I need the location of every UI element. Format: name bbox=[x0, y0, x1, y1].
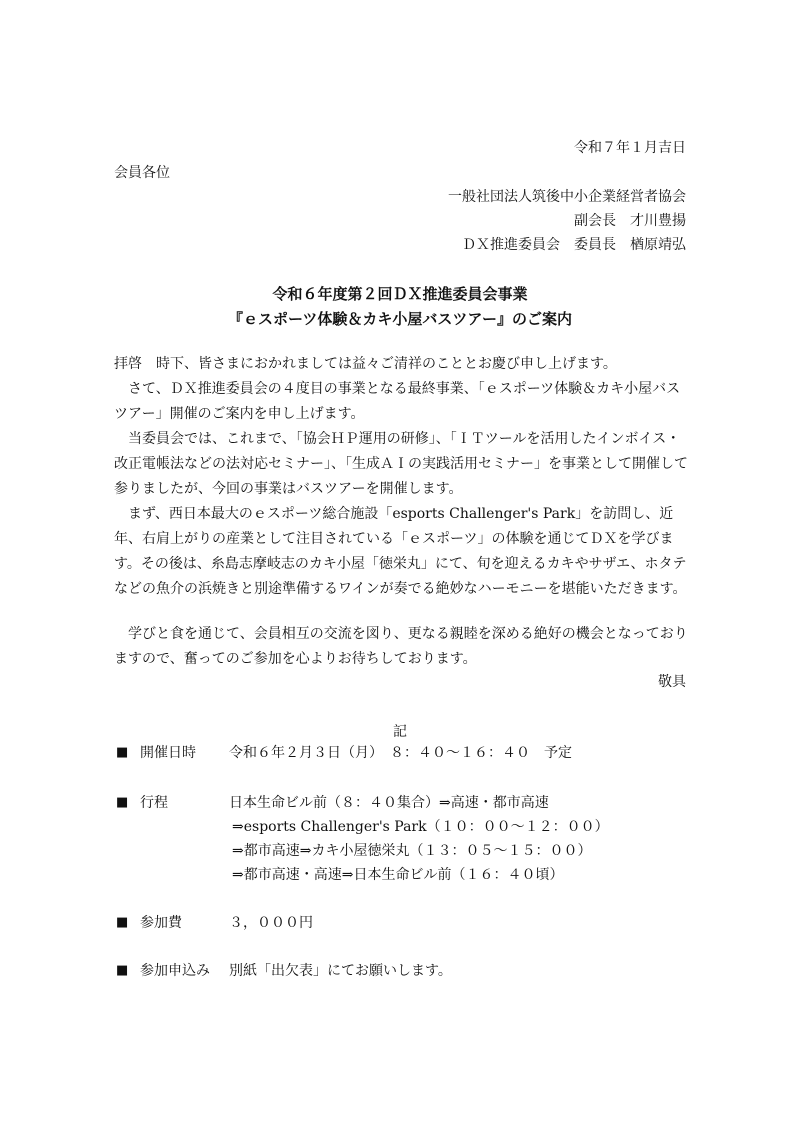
application-value: 別紙「出欠表」にてお願いします。 bbox=[229, 963, 452, 979]
recipient: 会員各位 bbox=[114, 165, 170, 181]
square-bullet-icon: ■ bbox=[116, 795, 129, 810]
square-bullet-icon: ■ bbox=[116, 745, 129, 760]
intro-paragraph: さて、ＤＸ推進委員会の４度目の事業となる最終事業、「ｅスポーツ体験＆カキ小屋バスツアー」開催のご案内を申し上げます。 bbox=[114, 381, 681, 422]
date: 令和７年１月吉日 bbox=[574, 140, 686, 156]
itinerary-label: 行程 bbox=[140, 795, 168, 811]
invitation-paragraph: 学びと食を通じて、会員相互の交流を図り、更なる親睦を深める絶好の機会となっておりますので、奮ってのご参加を心よりお待ちしております。 bbox=[114, 626, 688, 667]
date-value: 令和６年２月３日（月） ８：４０～１６：４０ 予定 bbox=[229, 745, 572, 761]
itinerary-line: ⇒都市高速・高速⇒日本生命ビル前（１６：４０頃） bbox=[232, 867, 564, 883]
detail-paragraph: まず、西日本最大のｅスポーツ総合施設「esports Challenger's Park」を訪問し、近年、右肩上がりの産業として注目されている「ｅスポーツ」の体験を通じてＤＸを学びます。その後は、糸島志摩岐志のカキ小屋「徳栄丸」にて、旬を迎えるカキやサザエ、ホタテなどの魚介の浜焼きと別途準備するワインが奏でる絶妙なハーモニーを堪能いただきます。 bbox=[114, 506, 687, 597]
square-bullet-icon: ■ bbox=[116, 915, 129, 930]
itinerary-line: 日本生命ビル前（８：４０集合）⇒高速・都市高速 bbox=[229, 795, 549, 811]
greeting-paragraph: 拝啓 時下、皆さまにおかれましては益々ご清祥のこととお慶び申し上げます。 bbox=[114, 356, 617, 372]
application-label: 参加申込み bbox=[140, 963, 210, 979]
closing: 敬具 bbox=[658, 674, 686, 690]
document-title-line2: 『ｅスポーツ体験＆カキ小屋バスツアー』のご案内 bbox=[228, 310, 572, 328]
fee-label: 参加費 bbox=[140, 915, 182, 931]
itinerary-line: ⇒esports Challenger's Park（１０：００～１２：００） bbox=[232, 819, 609, 835]
date-label: 開催日時 bbox=[140, 745, 196, 761]
organization-name: 一般社団法人筑後中小企業経営者協会 bbox=[448, 189, 686, 205]
square-bullet-icon: ■ bbox=[116, 963, 129, 978]
itinerary-line: ⇒都市高速⇒カキ小屋徳栄丸（１３：０５～１５：００） bbox=[232, 843, 592, 859]
committee-chair: ＤＸ推進委員会 委員長 楢原靖弘 bbox=[462, 237, 686, 253]
fee-value: ３，０００円 bbox=[229, 915, 313, 931]
document-title-line1: 令和６年度第２回ＤＸ推進委員会事業 bbox=[272, 285, 528, 303]
ki-heading: 記 bbox=[393, 724, 407, 740]
vice-president: 副会長 才川豊揚 bbox=[574, 213, 686, 229]
history-paragraph: 当委員会では、これまで、「協会ＨＰ運用の研修」、「ＩＴツールを活用したインボイス・改正電帳法などの法対応セミナー」、「生成ＡＩの実践活用セミナー」を事業として開催して参りましたが、今回の事業はバスツアーを開催します。 bbox=[114, 431, 688, 497]
